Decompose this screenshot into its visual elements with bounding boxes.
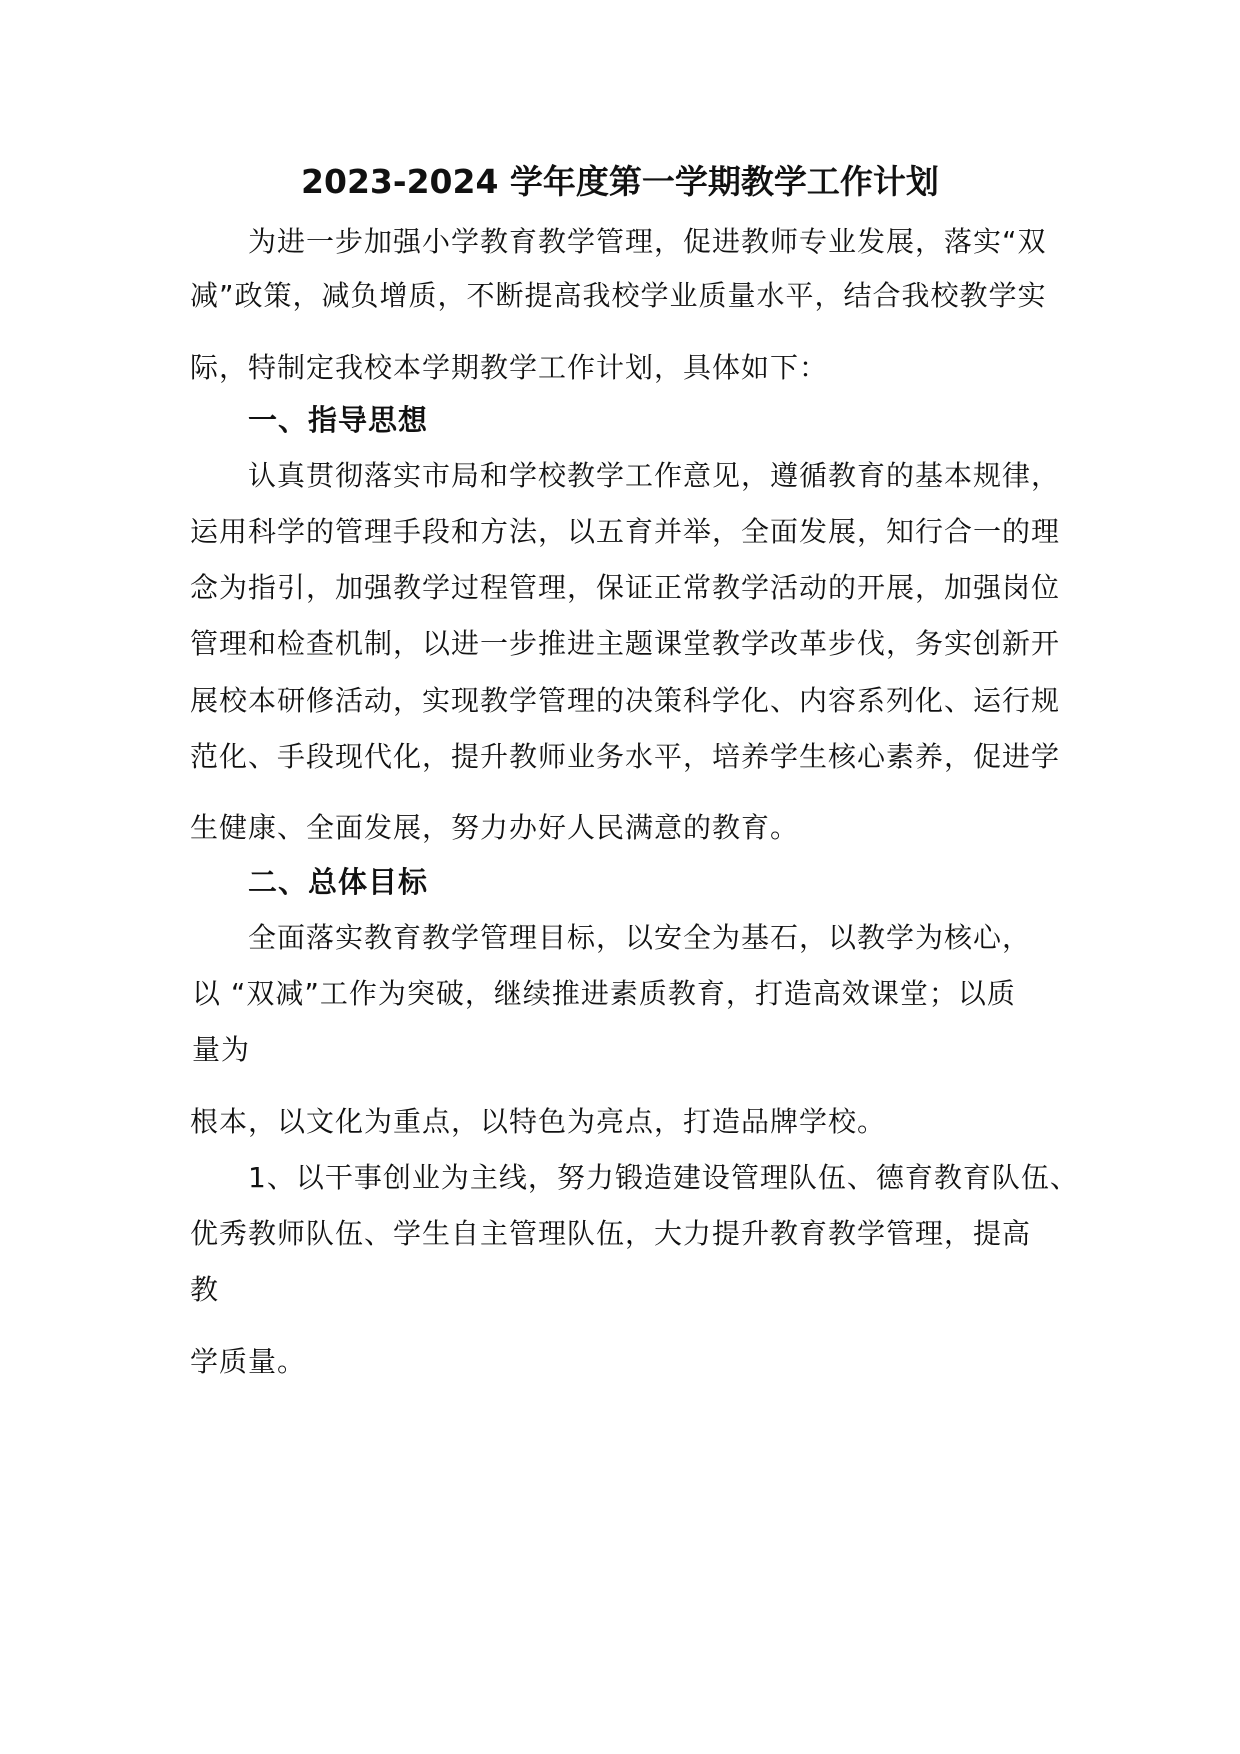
section2-line-3: 量为	[192, 1033, 251, 1066]
section1-line-3: 念为指引，加强教学过程管理，保证正常教学活动的开展，加强岗位	[190, 571, 1061, 604]
section-heading-overall-goals: 二、总体目标	[248, 865, 429, 899]
section1-line-1: 认真贯彻落实市局和学校教学工作意见，遵循教育的基本规律，	[248, 459, 1061, 492]
item1-line-4: 学质量。	[190, 1345, 307, 1378]
section-heading-guiding-ideology: 一、指导思想	[248, 403, 429, 437]
section2-line-1: 全面落实教育教学管理目标，以安全为基石，以教学为核心，	[248, 921, 1032, 954]
section2-line-4: 根本，以文化为重点，以特色为亮点，打造品牌学校。	[190, 1105, 887, 1138]
item1-line-3: 教	[190, 1273, 220, 1306]
intro-line-3: 际，特制定我校本学期教学工作计划，具体如下：	[190, 351, 829, 384]
section1-line-6: 范化、手段现代化，提升教师业务水平，培养学生核心素养，促进学	[190, 740, 1061, 773]
section1-line-5: 展校本研修活动，实现教学管理的决策科学化、内容系列化、运行规	[190, 684, 1061, 717]
page-title: 2023-2024 学年度第一学期教学工作计划	[301, 162, 939, 201]
section1-line-2: 运用科学的管理手段和方法，以五育并举，全面发展，知行合一的理	[190, 515, 1061, 548]
section1-line-7: 生健康、全面发展，努力办好人民满意的教育。	[190, 811, 800, 844]
item1-line-1: 1、以干事创业为主线，努力锻造建设管理队伍、德育教育队伍、	[248, 1161, 1079, 1194]
intro-line-2: 减”政策，减负增质，不断提高我校学业质量水平，结合我校教学实	[190, 279, 1047, 312]
section2-line-2: 以 “双减”工作为突破，继续推进素质教育，打造高效课堂；以质	[192, 977, 1016, 1010]
intro-line-1: 为进一步加强小学教育教学管理，促进教师专业发展，落实“双	[248, 225, 1047, 258]
item1-line-2: 优秀教师队伍、学生自主管理队伍，大力提升教育教学管理，提高	[190, 1217, 1032, 1250]
section1-line-4: 管理和检查机制，以进一步推进主题课堂教学改革步伐，务实创新开	[190, 627, 1061, 660]
